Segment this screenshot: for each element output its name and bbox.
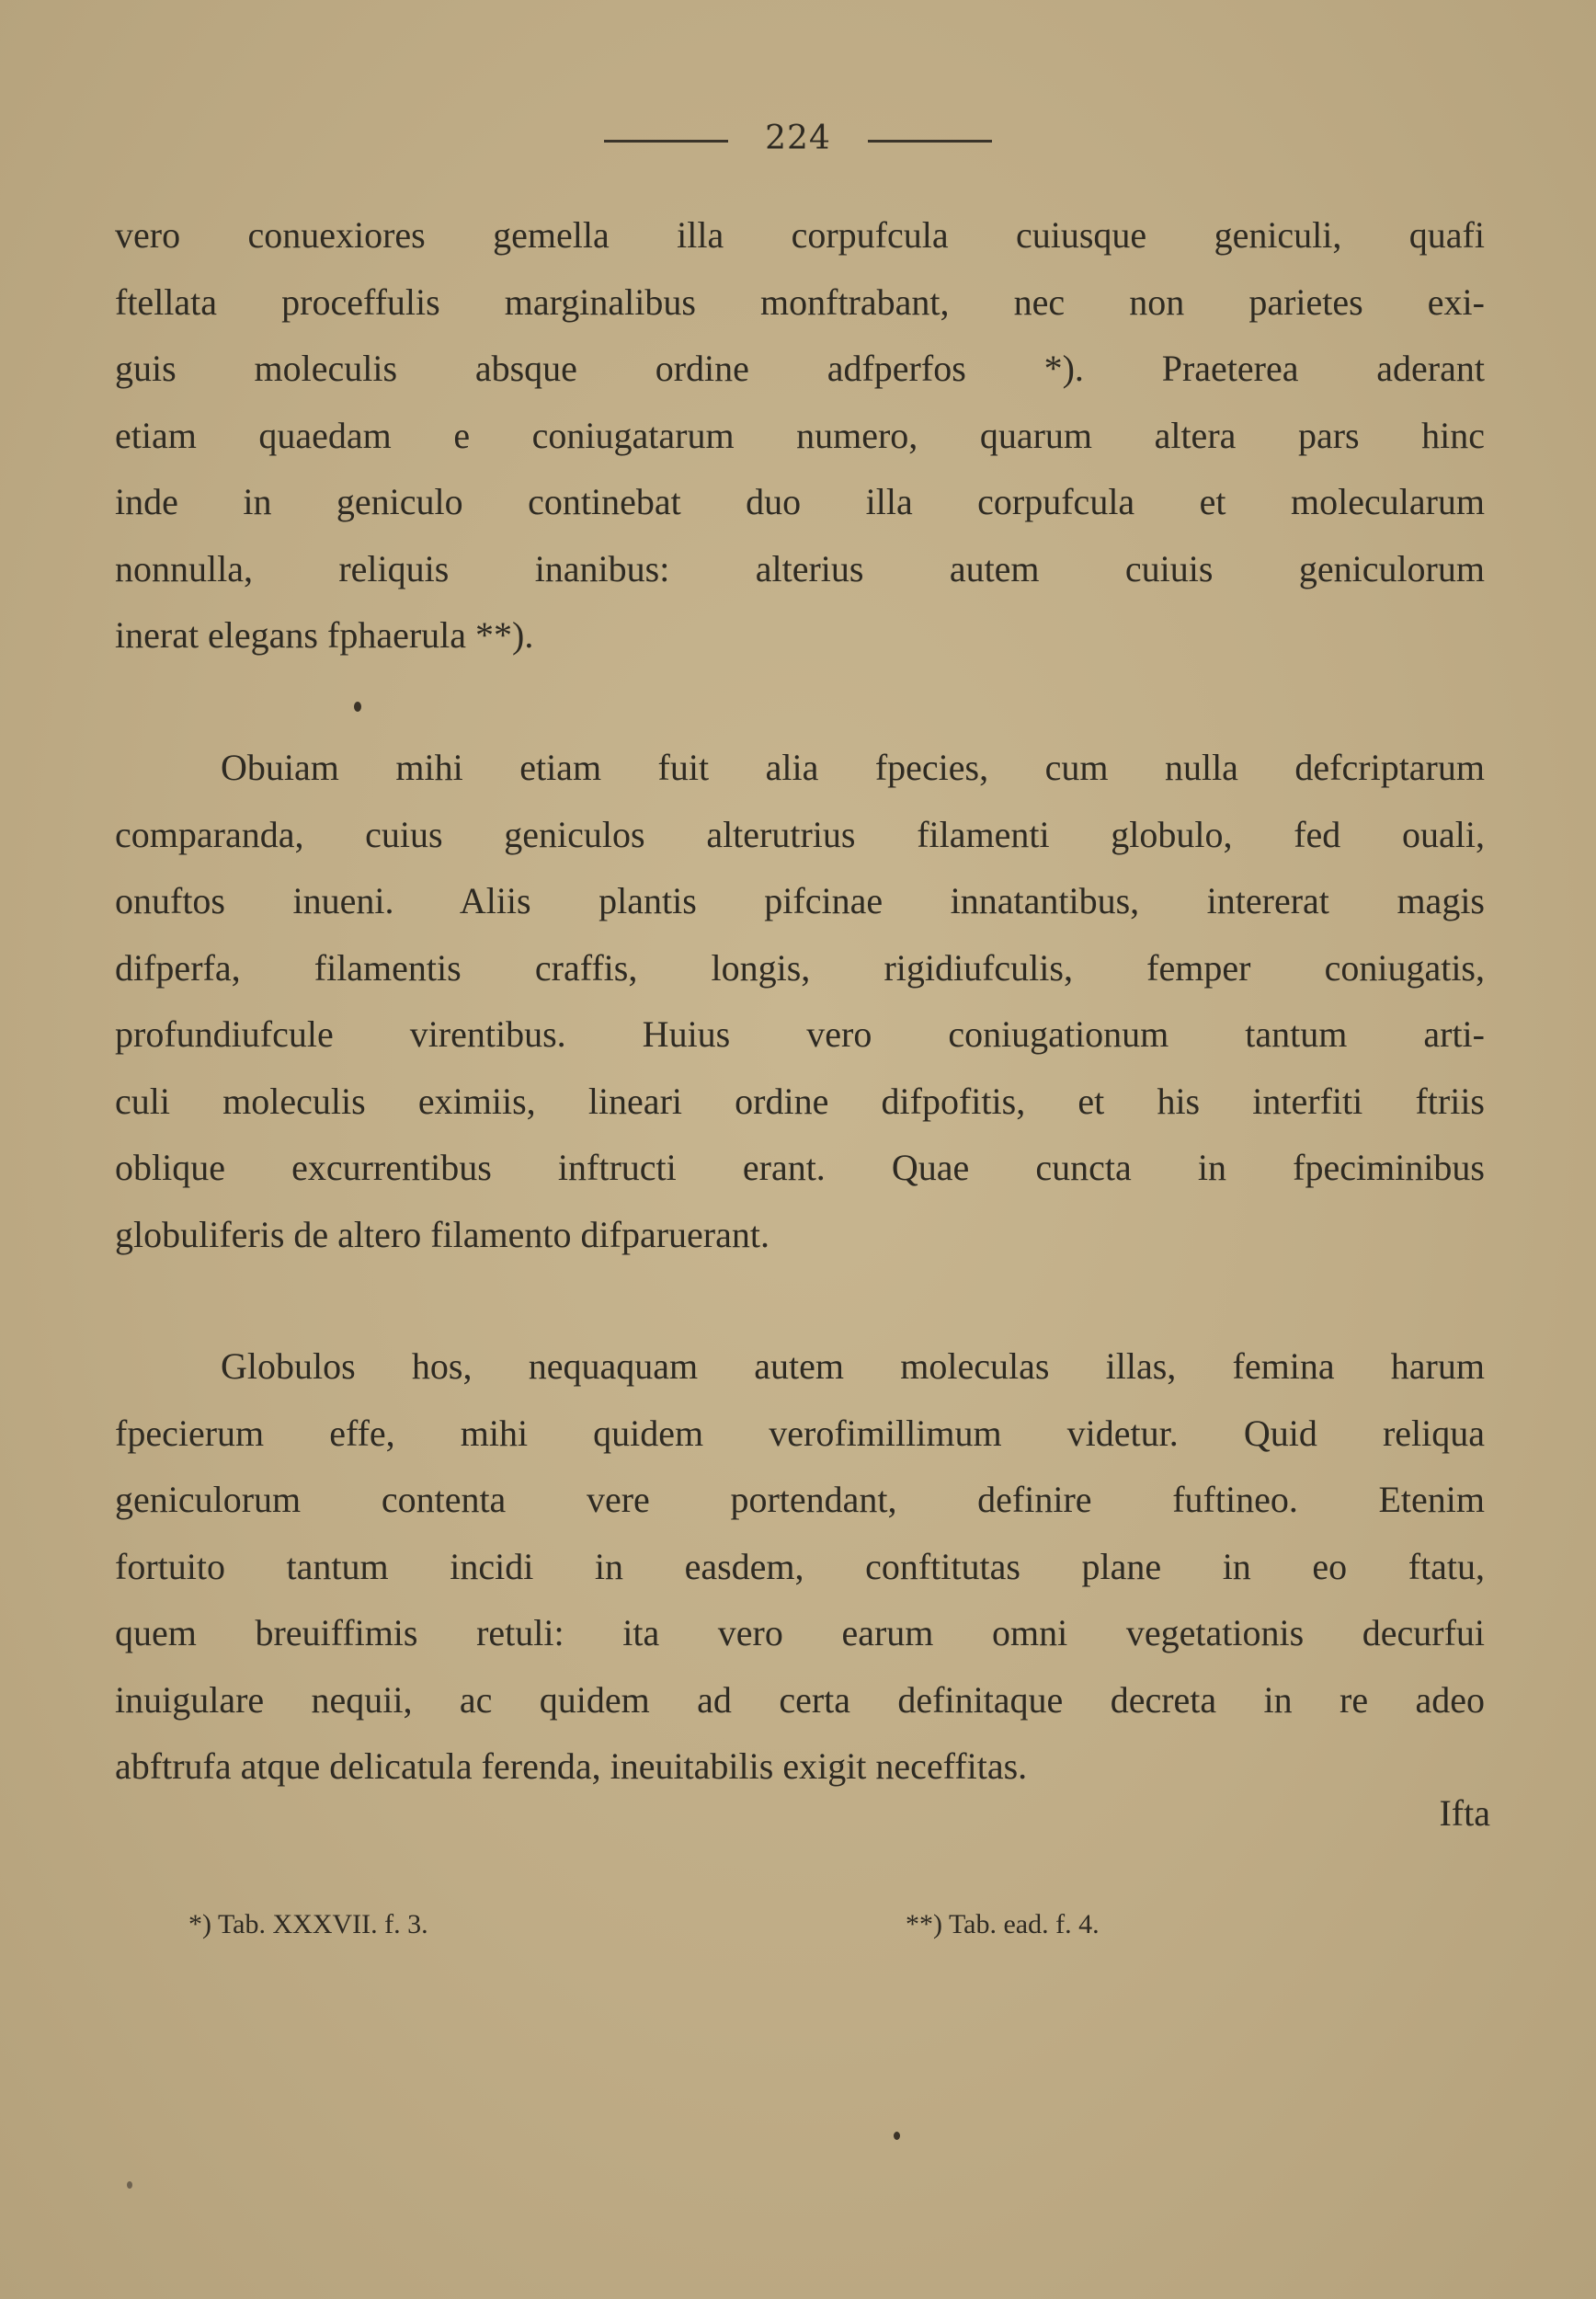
text-line: globuliferis de altero filamento difparuerant. xyxy=(115,1213,770,1255)
text-line: quem breuiffimis retuli: ita vero earum omni vegetationis decurfui xyxy=(115,1612,1485,1653)
text-line: guis moleculis absque ordine adfperfos *). Praeterea aderant xyxy=(115,348,1485,389)
text-line: etiam quaedam e coniugatarum numero, quarum altera pars hinc xyxy=(115,414,1485,456)
text-line: Obuiam mihi etiam fuit alia fpecies, cum nulla defcriptarum xyxy=(221,747,1485,788)
text-line: geniculorum contenta vere portendant, definire fuftineo. Etenim xyxy=(115,1479,1485,1520)
text-line: comparanda, cuius geniculos alterutrius filamenti globulo, fed ouali, xyxy=(115,813,1485,855)
text-line: fpecierum effe, mihi quidem verofimillimum videtur. Quid reliqua xyxy=(115,1412,1485,1454)
paragraph-2 xyxy=(115,735,1485,1268)
text-line: inuigulare nequii, ac quidem ad certa definitaque decreta in re adeo xyxy=(115,1678,1485,1721)
header-rule-right xyxy=(868,140,992,143)
text-line: inde in geniculo continebat duo illa corpufcula et molecularum xyxy=(115,481,1485,522)
text-line: culi moleculis eximiis, lineari ordine difpofitis, et his interfiti ftriis xyxy=(115,1080,1485,1122)
text-line: Globulos hos, nequaquam autem moleculas illas, femina harum xyxy=(221,1345,1485,1387)
paragraph-1 xyxy=(115,202,1485,669)
page-number: 224 xyxy=(765,120,831,157)
footnote-2: **) Tab. ead. f. 4. xyxy=(906,1909,1100,1939)
text-line: profundiufcule virentibus. Huius vero coniugationum tantum arti- xyxy=(115,1013,1485,1055)
paragraph-3 xyxy=(115,1333,1485,1801)
catchword: Ifta xyxy=(1439,1792,1490,1834)
text-line: ftellata proceffulis marginalibus monftrabant, nec non parietes exi- xyxy=(115,280,1485,323)
ink-speck xyxy=(127,2181,132,2189)
text-line: difperfa, filamentis craffis, longis, rigidiufculis, femper coniugatis, xyxy=(115,946,1485,989)
ink-speck xyxy=(894,2132,900,2140)
text-line: fortuito tantum incidi in easdem, conftitutas plane in eo ftatu, xyxy=(115,1545,1485,1587)
page-header xyxy=(0,120,1596,157)
footnote-1: *) Tab. XXXVII. f. 3. xyxy=(188,1909,428,1939)
ink-speck xyxy=(354,702,361,712)
text-line: onuftos inueni. Aliis plantis pifcinae innatantibus, intererat magis xyxy=(115,880,1485,921)
header-rule-left xyxy=(604,140,728,143)
text-line: abftrufa atque delicatula ferenda, ineuitabilis exigit neceffitas. xyxy=(115,1745,1028,1787)
text-line: nonnulla, reliquis inanibus: alterius autem cuiuis geniculorum xyxy=(115,547,1485,589)
text-line: oblique excurrentibus inftructi erant. Quae cuncta in fpeciminibus xyxy=(115,1147,1485,1188)
text-line: vero conuexiores gemella illa corpufcula cuiusque geniculi, quafi xyxy=(115,214,1485,256)
text-line: inerat elegans fphaerula **). xyxy=(115,614,534,656)
